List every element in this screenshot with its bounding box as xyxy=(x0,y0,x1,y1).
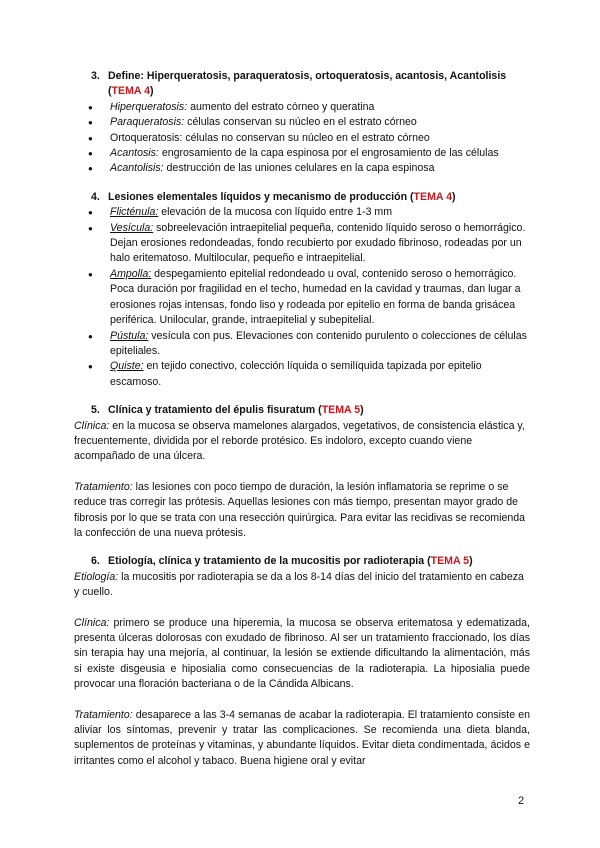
term: Acantolisis: xyxy=(110,162,164,175)
term: Flicténula: xyxy=(110,206,159,219)
term: Acantosis: xyxy=(110,147,159,160)
list-item xyxy=(88,100,530,115)
definition: células conservan su núcleo en el estrato córneo xyxy=(184,116,417,129)
section-4 xyxy=(74,190,530,390)
list-item xyxy=(88,146,530,161)
section-4-number: 4. xyxy=(91,190,100,203)
document-content xyxy=(74,69,530,782)
definition: sobreelevación intraepitelial pequeña, contenido líquido seroso o hemorrágico. Dejan erosiones redondeadas, fondo recubierto por exudado fibrinoso, rodeadas por un halo eritematoso. Multilocular, pequeño e intraepitelial. xyxy=(110,221,526,265)
list-item xyxy=(88,205,530,220)
list-item xyxy=(88,329,530,360)
section-6-etiologia xyxy=(74,570,530,601)
section-3-number: 3. xyxy=(91,70,100,82)
section-5-clinica xyxy=(74,419,530,465)
tratamiento-label: Tratamiento: xyxy=(74,708,133,721)
term: Quiste: xyxy=(110,360,144,373)
list-item xyxy=(88,115,530,130)
section-5-tratamiento xyxy=(74,480,530,542)
section-6 xyxy=(74,554,530,769)
term: Vesícula: xyxy=(110,221,154,234)
term: Pústula: xyxy=(110,329,149,342)
definition: despegamiento epitelial redondeado u oval, contenido seroso o hemorrágico. Poca duración por fragilidad en el techo, humedad en la cavidad y traumas, dan lugar a erosiones rojas intensas, fondo liso y rodeada por epitelio en forma de banda grisácea periférica. Unilocular, grande, intraepitelial y subepitelial. xyxy=(110,267,521,327)
definition: vesícula con pus. Elevaciones con contenido purulento o colecciones de células epiteliales. xyxy=(110,329,527,357)
term: Hiperqueratosis: xyxy=(110,100,188,113)
section-4-title: Lesiones elementales líquidos y mecanismo de producción ( xyxy=(108,190,414,203)
section-5-heading xyxy=(91,403,530,418)
term: Ortoqueratosis: células no conservan su núcleo en el estrato córneo xyxy=(110,131,430,144)
section-3-title: Define: Hiperqueratosis, paraqueratosis, ortoqueratosis, acantosis, Acantolisis ( xyxy=(108,70,507,98)
section-6-number: 6. xyxy=(91,555,100,568)
section-5-close: ) xyxy=(360,404,364,417)
list-item xyxy=(88,221,530,267)
tratamiento-text: las lesiones con poco tiempo de duración, la lesión inflamatoria se reprime o se reduce tras corregir las prótesis. Aquellas lesiones con más tiempo, presentan mayor grado de fibrosis por lo que se trata con una resección quirúrgica. Para evitar las recidivas se recomienda la confección de una nueva prótesis. xyxy=(74,480,526,539)
section-3-list xyxy=(74,100,530,177)
definition: elevación de la mucosa con líquido entre 1-3 mm xyxy=(158,206,393,219)
section-6-heading xyxy=(91,554,530,569)
term: Ampolla: xyxy=(110,267,152,280)
section-5-tema: TEMA 5 xyxy=(321,404,361,417)
etiologia-text: la mucositis por radioterapia se da a los 8-14 días del inicio del tratamiento en cabeza y cuello. xyxy=(74,570,524,599)
clinica-label: Clínica: xyxy=(74,616,110,629)
section-3-close: ) xyxy=(150,85,154,98)
section-5-title: Clínica y tratamiento del épulis fisuratum ( xyxy=(108,404,322,417)
list-item xyxy=(88,161,530,176)
list-item xyxy=(88,267,530,329)
section-3 xyxy=(74,69,530,177)
page-number: 2 xyxy=(518,795,525,807)
section-3-tema: TEMA 4 xyxy=(111,85,150,98)
term: Paraqueratosis: xyxy=(110,116,185,129)
list-item xyxy=(88,359,530,390)
etiologia-label: Etiología: xyxy=(74,570,119,583)
section-6-close: ) xyxy=(469,555,473,568)
section-4-list xyxy=(74,205,530,390)
section-6-tratamiento xyxy=(74,708,530,770)
section-4-heading xyxy=(91,190,530,205)
section-5 xyxy=(74,403,530,541)
clinica-text: primero se produce una hiperemia, la mucosa se observa eritematosa y edematizada, presenta úlceras dolorosas con exudado de fibrinoso. Al ser un tratamiento fraccionado, los días sin terapia hay una mejoría, al continuar, la lesión se extiende dificultando la alimentación, más si existe disgeusia e hiposialia como consecuencias de la radioterapia. La hiposialia puede provocar una floración bacteriana o de la Cándida Albicans. xyxy=(74,616,530,691)
clinica-label: Clínica: xyxy=(74,419,110,432)
section-6-tema: TEMA 5 xyxy=(430,555,470,568)
section-4-tema: TEMA 4 xyxy=(413,190,453,203)
section-6-clinica xyxy=(74,616,530,693)
section-6-title: Etiología, clínica y tratamiento de la mucositis por radioterapia ( xyxy=(108,555,431,568)
section-3-heading xyxy=(91,69,530,100)
list-item xyxy=(88,131,530,146)
definition: en tejido conectivo, colección líquida o semilíquida tapizada por epitelio escamoso. xyxy=(110,360,482,388)
section-5-number: 5. xyxy=(91,404,100,417)
tratamiento-text: desaparece a las 3-4 semanas de acabar la radioterapia. El tratamiento consiste en aliviar los síntomas, prevenir y tratar las complicaciones. Se recomienda una dieta blanda, suplementos de proteínas y vitaminas, y abundante líquidos. Evitar dieta condimentada, ácidos e irritantes como el alcohol y tabaco. Buena higiene oral y evitar xyxy=(74,708,530,767)
definition: destrucción de las uniones celulares en la capa espinosa xyxy=(163,162,435,175)
clinica-text: en la mucosa se observa mamelones alargados, vegetativos, de consistencia elástica y, frecuentemente, dividida por el reborde protésico. Es indoloro, excepto cuando viene acompañado de una úlcera. xyxy=(74,419,525,463)
definition: engrosamiento de la capa espinosa por el engrosamiento de las células xyxy=(158,147,499,160)
definition: aumento del estrato córneo y queratina xyxy=(187,100,375,113)
section-4-close: ) xyxy=(452,190,456,203)
tratamiento-label: Tratamiento: xyxy=(74,480,133,493)
